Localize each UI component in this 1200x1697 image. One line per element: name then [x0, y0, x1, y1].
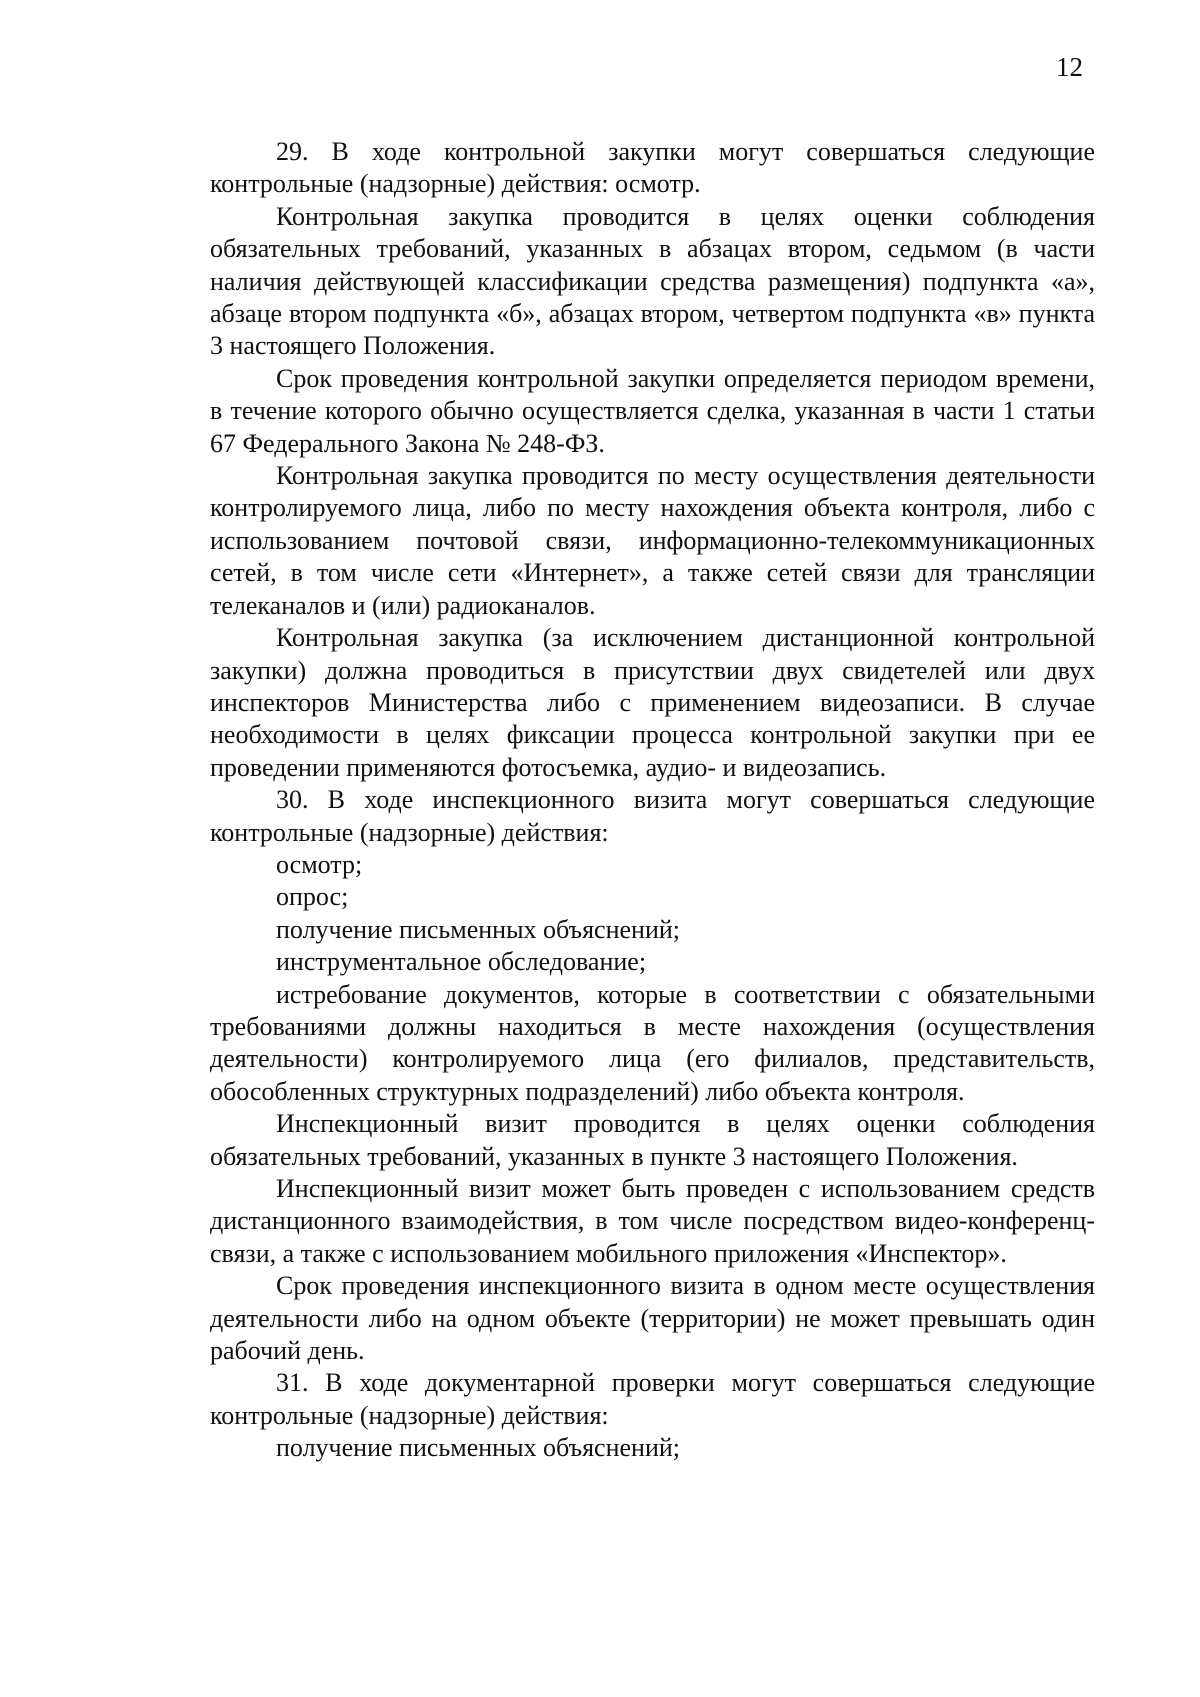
paragraph: Срок проведения инспекционного визита в одном месте осуществления деятельности либо на одном объекте (территории) не может превышать один рабочий день.	[210, 1271, 1095, 1366]
list-item: опрос;	[276, 882, 349, 912]
list-item: инструментальное обследование;	[276, 947, 647, 977]
paragraph: Контрольная закупка проводится в целях оценки соблюдения обязательных требований, указанных в абзацах втором, седьмом (в части наличия действующей классификации средства размещения) подпункта «а», абзаце втором подпункта «б», абзацах втором, четвертом подпункта «в» пункта 3 настоящего Положения.	[210, 201, 1095, 361]
paragraph-30: 30. В ходе инспекционного визита могут совершаться следующие контрольные (надзорные) действия:	[210, 785, 1095, 847]
paragraph-29: 29. В ходе контрольной закупки могут совершаться следующие контрольные (надзорные) действия: осмотр.	[210, 137, 1095, 199]
paragraph-31: 31. В ходе документарной проверки могут совершаться следующие контрольные (надзорные) действия:	[210, 1368, 1095, 1430]
paragraph: Контрольная закупка (за исключением дистанционной контрольной закупки) должна проводиться в присутствии двух свидетелей или двух инспекторов Министерства либо с применением видеозаписи. В случае необходимости в целях фиксации процесса контрольной закупки при ее проведении применяются фотосъемка, аудио- и видеозапись.	[210, 623, 1095, 782]
paragraph: Инспекционный визит проводится в целях оценки соблюдения обязательных требований, указанных в пункте 3 настоящего Положения.	[210, 1109, 1095, 1171]
paragraph: Срок проведения контрольной закупки определяется периодом времени, в течение которого обычно осуществляется сделка, указанная в части 1 статьи 67 Федерального Закона № 248-ФЗ.	[210, 363, 1095, 458]
paragraph: Инспекционный визит может быть проведен с использованием средств дистанционного взаимодействия, в том числе посредством видео-конференц-связи, а также с использованием мобильного приложения «Инспектор».	[210, 1174, 1095, 1268]
page-number: 12	[1056, 52, 1083, 82]
list-item: получение письменных объяснений;	[276, 1433, 680, 1463]
paragraph: истребование документов, которые в соответствии с обязательными требованиями должны находиться в месте нахождения (осуществления деятельности) контролируемого лица (его филиалов, представительств, обособленных структурных подразделений) либо объекта контроля.	[210, 979, 1095, 1106]
document-body	[210, 136, 1095, 1465]
list-item: получение письменных объяснений;	[276, 914, 680, 944]
list-item: осмотр;	[276, 849, 363, 879]
paragraph: Контрольная закупка проводится по месту осуществления деятельности контролируемого лица, либо по месту нахождения объекта контроля, либо с использованием почтовой связи, информационно-телекоммуникационных сетей, в том числе сети «Интернет», а также сетей связи для трансляции телеканалов и (или) радиоканалов.	[210, 461, 1095, 620]
